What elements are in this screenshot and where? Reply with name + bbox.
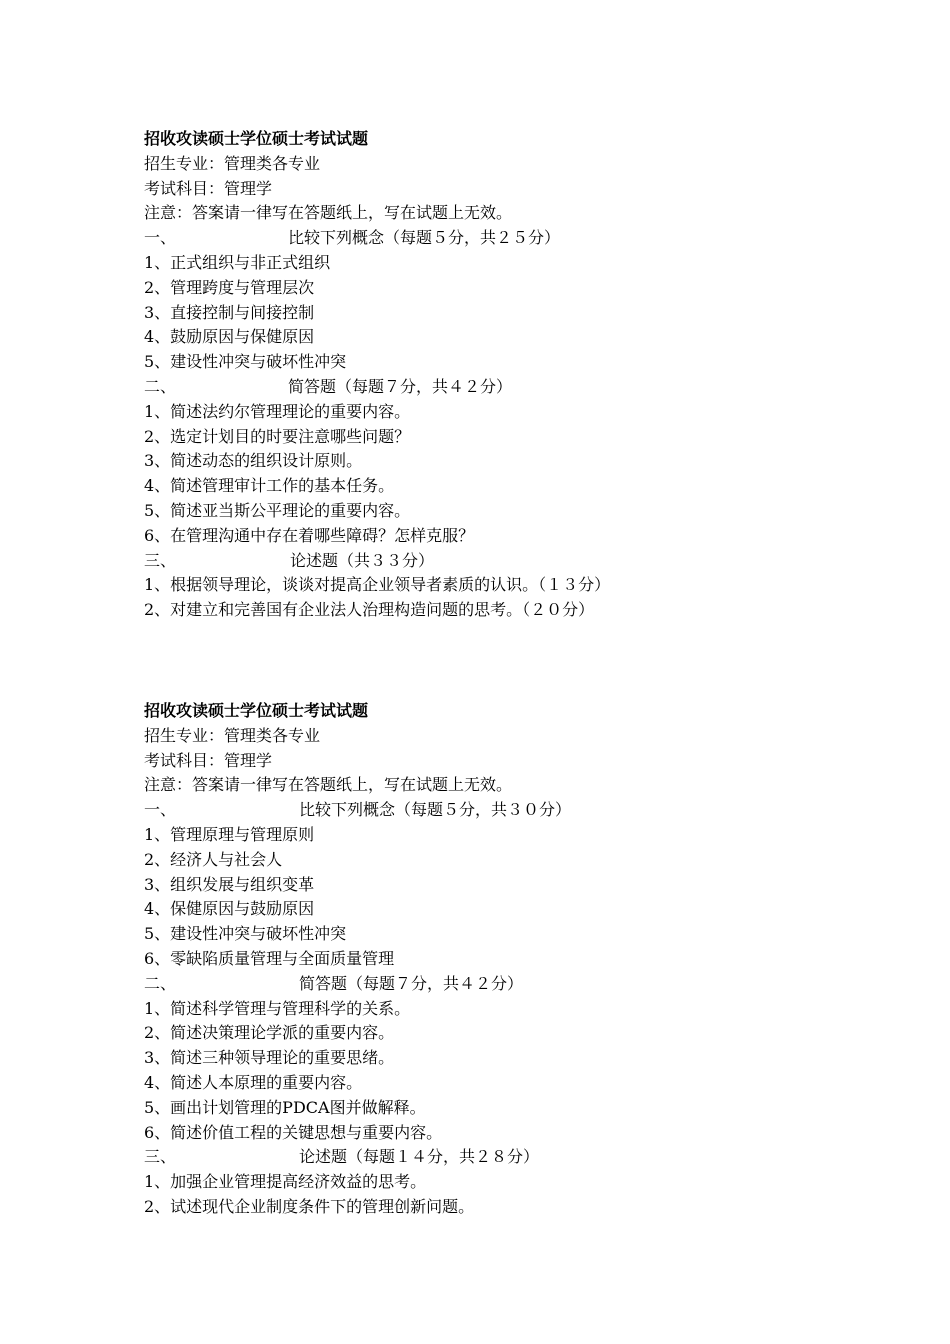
question-item: 5、建设性冲突与破坏性冲突 xyxy=(144,924,347,944)
exam-paper-2 xyxy=(144,699,844,1220)
question-item: 6、在管理沟通中存在着哪些障碍？怎样克服？ xyxy=(144,525,475,545)
exam-subject: 考试科目：管理学 xyxy=(144,750,273,770)
exam-note: 注意：答案请一律写在答题纸上，写在试题上无效。 xyxy=(144,775,513,795)
question-item: 2、试述现代企业制度条件下的管理创新问题。 xyxy=(144,1196,475,1216)
section-heading xyxy=(144,375,844,400)
question-item: 6、简述价值工程的关键思想与重要内容。 xyxy=(144,1122,443,1142)
section-number: 二、 xyxy=(144,973,177,993)
question-item: 5、画出计划管理的PDCA图并做解释。 xyxy=(144,1097,426,1117)
question-item: 2、管理跨度与管理层次 xyxy=(144,277,315,297)
section-heading xyxy=(144,1145,844,1170)
section-number: 二、 xyxy=(144,376,177,396)
question-item: 3、组织发展与组织变革 xyxy=(144,874,315,894)
exam-title: 招收攻读硕士学位硕士考试试题 xyxy=(144,701,369,720)
section-heading xyxy=(144,972,844,997)
question-item: 2、经济人与社会人 xyxy=(144,849,283,869)
section-title: 比较下列概念（每题５分，共３０分） xyxy=(299,800,572,820)
section-title: 比较下列概念（每题５分，共２５分） xyxy=(288,228,561,248)
section-number: 一、 xyxy=(144,228,177,248)
question-item: 3、简述动态的组织设计原则。 xyxy=(144,451,363,471)
question-item: 2、对建立和完善国有企业法人治理构造问题的思考。（２０分） xyxy=(144,600,595,620)
question-item: 1、正式组织与非正式组织 xyxy=(144,252,331,272)
question-item: 1、简述科学管理与管理科学的关系。 xyxy=(144,998,411,1018)
section-title: 简答题（每题７分，共４２分） xyxy=(299,973,524,993)
question-item: 1、简述法约尔管理理论的重要内容。 xyxy=(144,401,411,421)
section-heading xyxy=(144,798,844,823)
section-title: 论述题（共３３分） xyxy=(290,550,435,570)
question-item: 4、鼓励原因与保健原因 xyxy=(144,327,315,347)
question-item: 4、简述管理审计工作的基本任务。 xyxy=(144,476,395,496)
exam-major: 招生专业：管理类各专业 xyxy=(144,725,321,745)
question-item: 2、选定计划目的时要注意哪些问题？ xyxy=(144,426,411,446)
exam-major: 招生专业：管理类各专业 xyxy=(144,153,321,173)
section-title: 简答题（每题７分，共４２分） xyxy=(288,376,513,396)
section-number: 一、 xyxy=(144,800,177,820)
question-item: 3、简述三种领导理论的重要思绪。 xyxy=(144,1048,395,1068)
question-item: 2、简述决策理论学派的重要内容。 xyxy=(144,1023,395,1043)
question-item: 1、加强企业管理提高经济效益的思考。 xyxy=(144,1172,427,1192)
exam-title: 招收攻读硕士学位硕士考试试题 xyxy=(144,129,369,148)
exam-paper-1 xyxy=(144,127,844,623)
question-item: 5、建设性冲突与破坏性冲突 xyxy=(144,352,347,372)
question-item: 5、简述亚当斯公平理论的重要内容。 xyxy=(144,500,411,520)
section-heading xyxy=(144,226,844,251)
question-item: 1、管理原理与管理原则 xyxy=(144,824,315,844)
question-item: 4、保健原因与鼓励原因 xyxy=(144,899,315,919)
question-item: 6、零缺陷质量管理与全面质量管理 xyxy=(144,948,395,968)
section-number: 三、 xyxy=(144,1147,177,1167)
exam-note: 注意：答案请一律写在答题纸上，写在试题上无效。 xyxy=(144,203,513,223)
question-item: 3、直接控制与间接控制 xyxy=(144,302,315,322)
exam-subject: 考试科目：管理学 xyxy=(144,178,273,198)
section-heading xyxy=(144,549,844,574)
section-title: 论述题（每题１４分，共２８分） xyxy=(299,1147,540,1167)
question-item: 4、简述人本原理的重要内容。 xyxy=(144,1072,363,1092)
question-item: 1、根据领导理论，谈谈对提高企业领导者素质的认识。（１３分） xyxy=(144,575,611,595)
section-number: 三、 xyxy=(144,550,177,570)
